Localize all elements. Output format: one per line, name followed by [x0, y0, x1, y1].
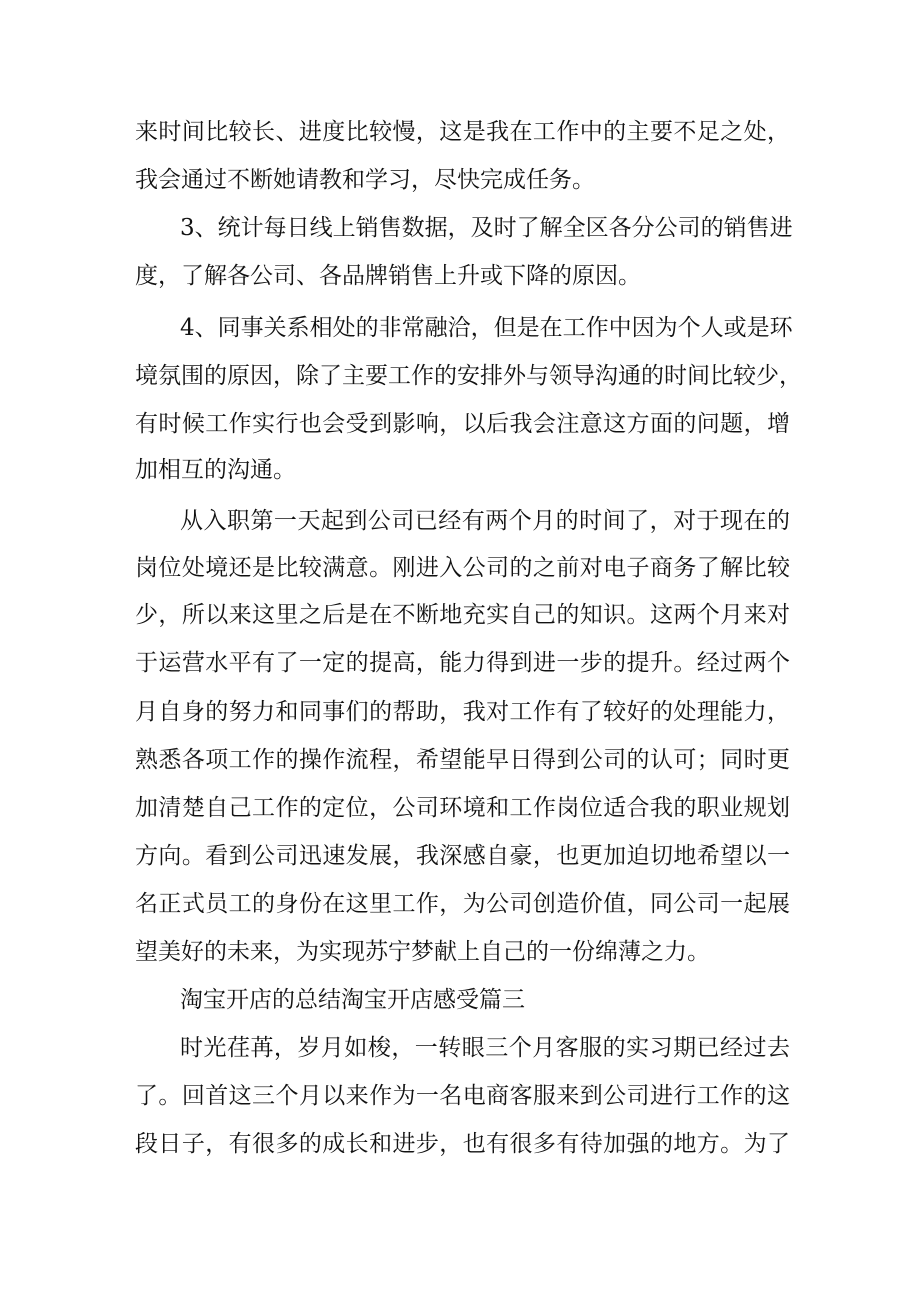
paragraph-line: 度，了解各公司、各品牌销售上升或下降的原因。 [135, 263, 641, 289]
paragraph-line: 了。回首这三个月以来作为一名电商客服来到公司进行工作的这 [135, 1083, 790, 1109]
paragraph-line: 境氛围的原因，除了主要工作的安排外与领导沟通的时间比较少， [135, 363, 802, 389]
paragraph-line: 有时候工作实行也会受到影响，以后我会注意这方面的问题，增 [135, 411, 790, 437]
paragraph-line: 从入职第一天起到公司已经有两个月的时间了，对于现在的 [180, 508, 790, 534]
paragraph-line: 时光荏苒，岁月如梭，一转眼三个月客服的实习期已经过去 [180, 1035, 790, 1061]
paragraph-line: 月自身的努力和同事们的帮助，我对工作有了较好的处理能力， [135, 699, 790, 725]
paragraph-line: 我会通过不断她请教和学习，尽快完成任务。 [135, 167, 595, 193]
paragraph-line: 岗位处境还是比较满意。刚进入公司的之前对电子商务了解比较 [135, 555, 790, 581]
paragraph-line: 方向。看到公司迅速发展，我深感自豪，也更加迫切地希望以一 [135, 843, 790, 869]
paragraph-line: 于运营水平有了一定的提高，能力得到进一步的提升。经过两个 [135, 650, 790, 676]
section-heading: 淘宝开店的总结淘宝开店感受篇三 [180, 987, 525, 1013]
paragraph-line: 名正式员工的身份在这里工作，为公司创造价值，同公司一起展 [135, 891, 790, 917]
paragraph-line: 加相互的沟通。 [135, 457, 296, 483]
paragraph-line: 来时间比较长、进度比较慢，这是我在工作中的主要不足之处， [135, 119, 790, 145]
paragraph-line: 段日子，有很多的成长和进步，也有很多有待加强的地方。为了 [135, 1131, 790, 1157]
paragraph-line: 熟悉各项工作的操作流程，希望能早日得到公司的认可；同时更 [135, 747, 790, 773]
paragraph-line: 4、同事关系相处的非常融洽，但是在工作中因为个人或是环 [180, 315, 793, 341]
paragraph-line: 少，所以来这里之后是在不断地充实自己的知识。这两个月来对 [135, 602, 790, 628]
paragraph-line: 3、统计每日线上销售数据，及时了解全区各分公司的销售进 [180, 215, 793, 241]
paragraph-line: 加清楚自己工作的定位，公司环境和工作岗位适合我的职业规划 [135, 795, 790, 821]
paragraph-line: 望美好的未来，为实现苏宁梦献上自己的一份绵薄之力。 [135, 939, 710, 965]
